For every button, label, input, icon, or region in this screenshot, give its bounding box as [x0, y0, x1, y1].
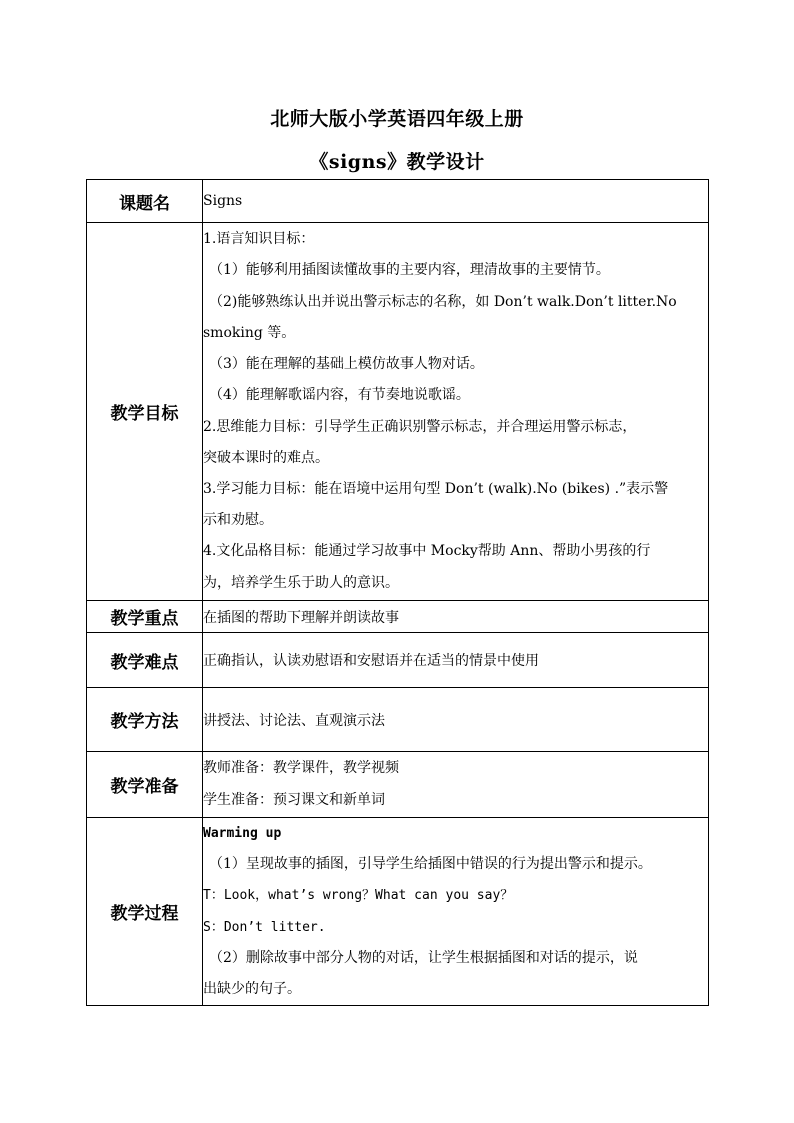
table-row-key-points	[87, 601, 709, 633]
methods-value: 讲授法、讨论法、直观演示法	[203, 688, 709, 752]
process-content	[203, 818, 709, 1006]
process-line: （2）删除故事中部分人物的对话，让学生根据插图和对话的提示，说	[209, 949, 638, 966]
objective-line: （1）能够利用插图读懂故事的主要内容，理清故事的主要情节。	[209, 262, 610, 279]
difficulties-value: 正确指认，认读劝慰语和安慰语并在适当的情景中使用	[203, 633, 709, 688]
table-row-preparation	[87, 752, 709, 818]
objectives-content	[203, 223, 709, 601]
objective-line: 1.语言知识目标：	[203, 231, 315, 248]
key-points-value: 在插图的帮助下理解并朗读故事	[203, 601, 709, 633]
process-label: 教学过程	[87, 818, 203, 1006]
objective-line: 示和劝慰。	[203, 512, 273, 529]
topic-value: Signs	[203, 180, 709, 223]
objective-line: 2.思维能力目标：引导学生正确识别警示标志，并合理运用警示标志，	[203, 418, 637, 435]
document-subtitle: 《signs》教学设计	[309, 151, 485, 173]
objective-line: smoking 等。	[203, 324, 296, 341]
process-line: 出缺少的句子。	[203, 981, 301, 998]
table-row-process	[87, 818, 709, 1006]
difficulties-label: 教学难点	[87, 633, 203, 688]
process-line: T：Look，what’s wrong？What can you say？	[203, 888, 514, 904]
objective-line: （2)能够熟练认出并说出警示标志的名称，如 Don’t walk.Don’t litter.No	[209, 293, 677, 310]
preparation-content	[203, 752, 709, 818]
methods-label: 教学方法	[87, 688, 203, 752]
objective-line: 为，培养学生乐于助人的意识。	[203, 574, 399, 591]
table-row-objectives	[87, 223, 709, 601]
student-preparation: 学生准备：预习课文和新单词	[203, 791, 385, 808]
key-points-label: 教学重点	[87, 601, 203, 633]
table-row-methods	[87, 688, 709, 752]
process-line: （1）呈现故事的插图，引导学生给插图中错误的行为提出警示和提示。	[209, 856, 652, 873]
process-heading: Warming up	[203, 826, 282, 841]
objective-line: 突破本课时的难点。	[203, 449, 329, 466]
lesson-plan-table	[86, 179, 709, 1006]
teacher-preparation: 教师准备：教学课件，教学视频	[203, 760, 399, 777]
objective-line: 3.学习能力目标：能在语境中运用句型 Don’t (walk).No (bikes) .”表示警	[203, 480, 669, 497]
preparation-label: 教学准备	[87, 752, 203, 818]
table-row-difficulties	[87, 633, 709, 688]
objectives-label: 教学目标	[87, 223, 203, 601]
document-title: 北师大版小学英语四年级上册	[270, 108, 524, 130]
table-row-topic	[87, 180, 709, 223]
topic-label: 课题名	[87, 180, 203, 223]
objective-line: （3）能在理解的基础上模仿故事人物对话。	[209, 356, 484, 373]
objective-line: （4）能理解歌谣内容，有节奏地说歌谣。	[209, 387, 470, 404]
process-line: S：Don’t litter.	[203, 919, 326, 935]
objective-line: 4.文化品格目标：能通过学习故事中 Mocky帮助 Ann、帮助小男孩的行	[203, 543, 651, 560]
